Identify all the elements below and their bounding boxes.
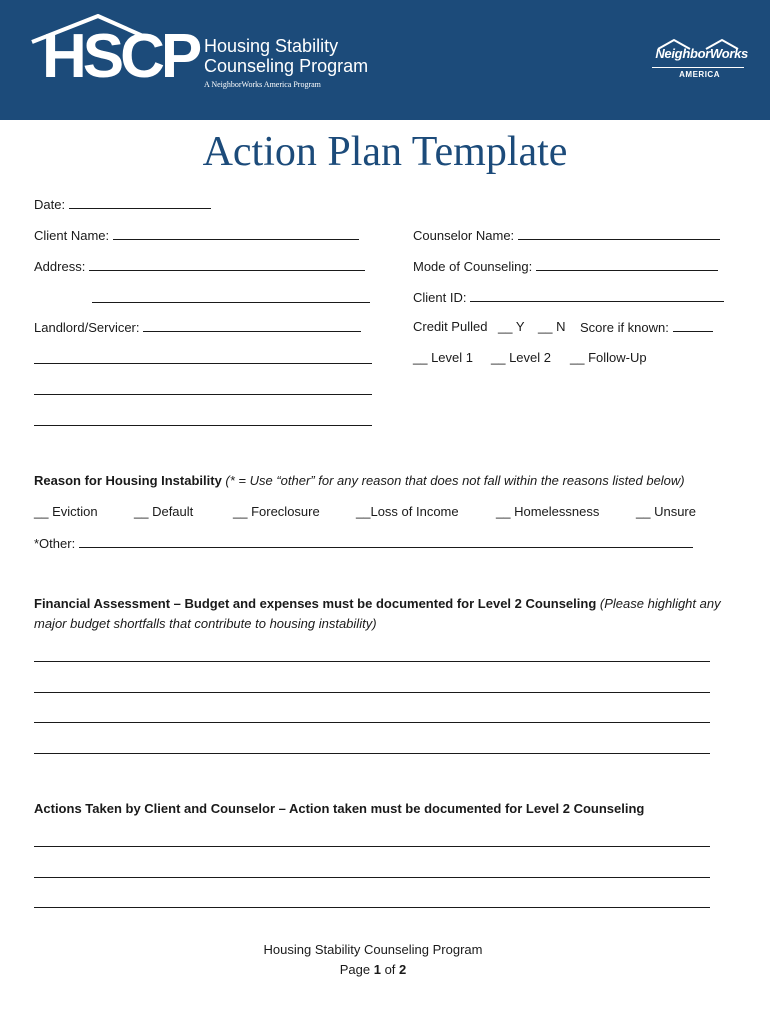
date-field[interactable] [34, 196, 211, 213]
financial-heading: Financial Assessment – Budget and expenses must be documented for Level 2 Counseling [34, 596, 597, 611]
landlord-blank[interactable] [143, 319, 361, 332]
reason-note: (* = Use “other” for any reason that does not fall within the reasons listed below) [225, 473, 685, 488]
level1-option[interactable]: __ Level 1 [413, 350, 473, 365]
page-current: 1 [373, 962, 381, 977]
address-blank[interactable] [89, 258, 365, 271]
logo-text: HSCP [42, 22, 199, 91]
financial-line-1[interactable] [34, 661, 710, 662]
program-name-line1: Housing Stability [204, 36, 339, 56]
credit-yes-option[interactable]: __ Y [498, 319, 525, 334]
reason-heading-row [34, 473, 685, 489]
date-label: Date: [34, 197, 66, 212]
client-id-blank[interactable] [470, 289, 724, 302]
credit-pulled-field [413, 319, 487, 335]
financial-line-4[interactable] [34, 753, 710, 754]
financial-line-3[interactable] [34, 722, 710, 723]
page-prefix: Page [339, 962, 371, 977]
reason-option-loss-of-income[interactable]: __Loss of Income [356, 504, 459, 519]
landlord-line-2[interactable] [34, 363, 372, 364]
client-id-label: Client ID: [413, 290, 467, 305]
other-blank[interactable] [79, 535, 693, 548]
mode-label: Mode of Counseling: [413, 259, 533, 274]
other-label: *Other: [34, 536, 76, 551]
landlord-line-3[interactable] [34, 394, 372, 395]
address-line-2[interactable] [92, 302, 370, 303]
page-total: 2 [399, 962, 407, 977]
header-banner [0, 0, 770, 120]
counselor-name-label: Counselor Name: [413, 228, 515, 243]
actions-heading: Actions Taken by Client and Counselor – Action taken must be documented for Level 2 Counseling [34, 801, 645, 816]
counselor-name-field[interactable] [413, 227, 720, 244]
score-field[interactable] [580, 319, 713, 336]
reason-option-default[interactable]: __ Default [134, 504, 194, 519]
financial-line-2[interactable] [34, 692, 710, 693]
actions-line-2[interactable] [34, 877, 710, 878]
program-name-line2: Counseling Program [204, 56, 369, 76]
client-name-label: Client Name: [34, 228, 110, 243]
address-field[interactable] [34, 258, 365, 275]
financial-heading-row [34, 596, 721, 612]
actions-line-1[interactable] [34, 846, 710, 847]
address-label: Address: [34, 259, 86, 274]
other-field[interactable] [34, 535, 693, 552]
client-name-blank[interactable] [113, 227, 359, 240]
reason-option-unsure[interactable]: __ Unsure [636, 504, 696, 519]
program-tagline: A NeighborWorks America Program [204, 80, 321, 89]
financial-note-1: (Please highlight any [599, 596, 721, 611]
score-label: Score if known: [580, 320, 669, 335]
footer-program: Housing Stability Counseling Program [263, 942, 483, 957]
reason-option-eviction[interactable]: __ Eviction [34, 504, 98, 519]
landlord-line-4[interactable] [34, 425, 372, 426]
partner-sub: AMERICA [679, 70, 720, 79]
page-title: Action Plan Template [202, 129, 568, 175]
financial-note-2: major budget shortfalls that contribute to housing instability) [34, 616, 377, 631]
mode-field[interactable] [413, 258, 718, 275]
landlord-field[interactable] [34, 319, 361, 336]
reason-option-foreclosure[interactable]: __ Foreclosure [233, 504, 320, 519]
page-number [0, 962, 746, 977]
followup-option[interactable]: __ Follow-Up [570, 350, 647, 365]
counselor-name-blank[interactable] [518, 227, 720, 240]
divider [652, 67, 744, 68]
client-name-field[interactable] [34, 227, 359, 244]
level2-option[interactable]: __ Level 2 [491, 350, 551, 365]
credit-pulled-label: Credit Pulled [413, 319, 488, 334]
partner-name: NeighborWorks [655, 46, 748, 61]
page-of: of [384, 962, 396, 977]
date-blank[interactable] [69, 196, 211, 209]
client-id-field[interactable] [413, 289, 724, 306]
reason-heading: Reason for Housing Instability [34, 473, 222, 488]
landlord-label: Landlord/Servicer: [34, 320, 140, 335]
reason-option-homelessness[interactable]: __ Homelessness [496, 504, 600, 519]
credit-no-option[interactable]: __ N [538, 319, 566, 334]
neighborworks-logo [648, 38, 748, 86]
hscp-logo [28, 14, 398, 94]
mode-blank[interactable] [536, 258, 718, 271]
score-blank[interactable] [673, 319, 713, 332]
actions-line-3[interactable] [34, 907, 710, 908]
